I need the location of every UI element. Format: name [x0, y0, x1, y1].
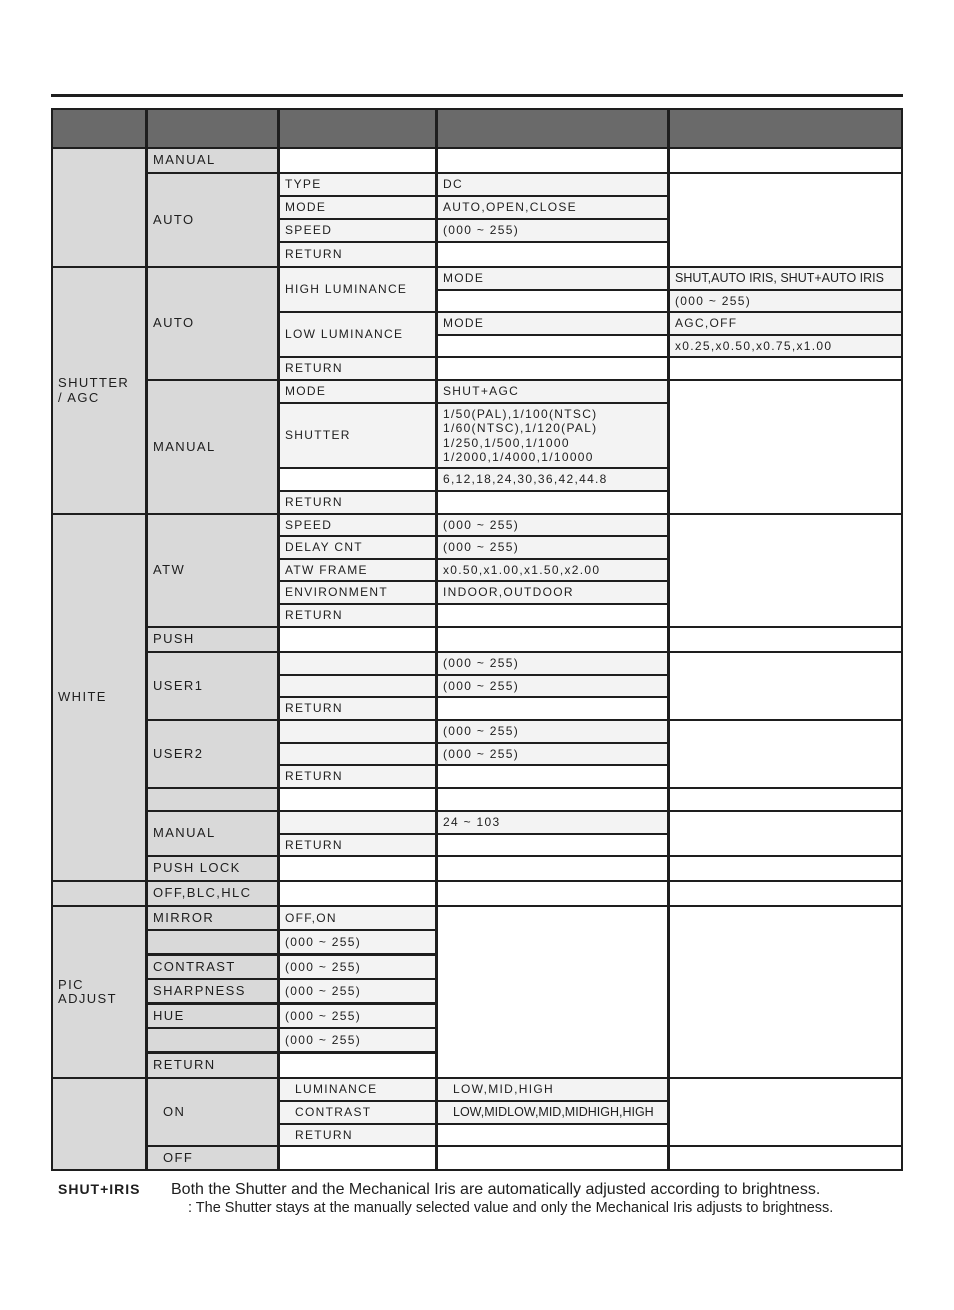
low-luminance-item: MODE [438, 313, 667, 334]
white-manual-value: 24 ~ 103 [438, 812, 667, 833]
white-blank-item [280, 789, 435, 810]
white-manual: MANUAL [148, 812, 277, 855]
atw-item: DELAY CNT [280, 537, 435, 558]
last-on: ON [148, 1079, 277, 1145]
header-cell-2 [148, 110, 277, 147]
category-iris [53, 149, 145, 266]
white-blank-row [148, 789, 277, 810]
shutter-manual: MANUAL [148, 381, 277, 513]
atw-value: x0.50,x1.00,x1.50,x2.00 [438, 560, 667, 580]
footnote-line-1: Both the Shutter and the Mechanical Iris are automatically adjusted according to brightness. [171, 1181, 821, 1198]
user2-item [280, 744, 435, 764]
shutter-auto-return-remark [670, 358, 901, 379]
white-push-value [438, 628, 667, 651]
white-manual-item [280, 812, 435, 833]
iris-auto-value: DC [438, 174, 667, 195]
last-on-value [438, 1125, 667, 1145]
iris-auto-value: (000 ~ 255) [438, 220, 667, 241]
backlight-remark [670, 882, 901, 905]
shutter-manual-item: RETURN [280, 492, 435, 513]
shutter-auto: AUTO [148, 268, 277, 379]
iris-auto-remark [670, 174, 901, 266]
white-user1: USER1 [148, 653, 277, 719]
white-atw: ATW [148, 515, 277, 626]
high-luminance-item [438, 291, 667, 311]
shutter-manual-value: SHUT+AGC [438, 381, 667, 402]
user2-item [280, 721, 435, 742]
last-off-remark [670, 1147, 901, 1169]
category-backlight [53, 882, 145, 905]
pic-adjust-item [148, 1029, 277, 1051]
header-cell-4 [438, 110, 667, 147]
shutter-manual-item [280, 469, 435, 490]
atw-item: ENVIRONMENT [280, 582, 435, 603]
last-on-value: LOW,MIDLOW,MID,MIDHIGH,HIGH [438, 1102, 667, 1123]
pic-adjust-value: (000 ~ 255) [280, 980, 435, 1002]
white-manual-value [438, 835, 667, 855]
high-luminance: HIGH LUMINANCE [280, 268, 435, 311]
atw-value: (000 ~ 255) [438, 537, 667, 558]
low-luminance-value: AGC,OFF [670, 313, 901, 334]
atw-value [438, 605, 667, 626]
low-luminance: LOW LUMINANCE [280, 313, 435, 356]
user2-remark [670, 721, 901, 787]
user2-value: (000 ~ 255) [438, 744, 667, 764]
user1-value: (000 ~ 255) [438, 653, 667, 674]
user2-value [438, 766, 667, 787]
last-on-remark [670, 1079, 901, 1145]
iris-auto-value [438, 243, 667, 266]
pic-adjust-value: (000 ~ 255) [280, 956, 435, 978]
white-push: PUSH [148, 628, 277, 651]
iris-manual-value [438, 149, 667, 172]
last-on-value: LOW,MID,HIGH [438, 1079, 667, 1100]
white-user2: USER2 [148, 721, 277, 787]
white-manual-item: RETURN [280, 835, 435, 855]
iris-auto-item: SPEED [280, 220, 435, 241]
user1-value [438, 698, 667, 719]
white-push-lock: PUSH LOCK [148, 857, 277, 880]
last-on-item: LUMINANCE [280, 1079, 435, 1100]
backlight-item [280, 882, 435, 905]
user1-item: RETURN [280, 698, 435, 719]
user1-value: (000 ~ 255) [438, 676, 667, 696]
atw-item: RETURN [280, 605, 435, 626]
iris-auto-value: AUTO,OPEN,CLOSE [438, 197, 667, 218]
footnote-term: SHUT+IRIS [58, 1181, 141, 1197]
pic-adjust-col4 [438, 907, 667, 1077]
header-cell-5 [670, 110, 901, 147]
white-push-item [280, 628, 435, 651]
iris-manual-item [280, 149, 435, 172]
shutter-manual-item: SHUTTER [280, 404, 435, 467]
push-lock-item [280, 857, 435, 880]
pic-adjust-value: OFF,ON [280, 907, 435, 929]
category-pic-adjust: PIC ADJUST [53, 907, 145, 1077]
shutter-speed-options: 1/50(PAL),1/100(NTSC) 1/60(NTSC),1/120(PAL) 1/250,1/500,1/1000 1/2000,1/4000,1/10000 [438, 404, 667, 467]
white-blank-remark [670, 789, 901, 810]
user1-item [280, 653, 435, 674]
atw-item: ATW FRAME [280, 560, 435, 580]
pic-adjust-item: SHARPNESS [148, 980, 277, 1002]
shutter-auto-return-value [438, 358, 667, 379]
backlight-value [438, 882, 667, 905]
category-white: WHITE [53, 515, 145, 880]
pic-adjust-value: (000 ~ 255) [280, 931, 435, 953]
shutter-manual-value: 6,12,18,24,30,36,42,44.8 [438, 469, 667, 490]
white-manual-remark [670, 812, 901, 855]
pic-adjust-value: (000 ~ 255) [280, 1005, 435, 1027]
category-last [53, 1079, 145, 1169]
push-lock-value [438, 857, 667, 880]
pic-adjust-item: RETURN [148, 1054, 277, 1077]
low-luminance-value: x0.25,x0.50,x0.75,x1.00 [670, 336, 901, 356]
high-luminance-value: SHUT,AUTO IRIS, SHUT+AUTO IRIS [670, 268, 901, 289]
pic-adjust-item: MIRROR [148, 907, 277, 929]
atw-value: INDOOR,OUTDOOR [438, 582, 667, 603]
shutter-manual-value [438, 492, 667, 513]
white-blank-value [438, 789, 667, 810]
header-cell-3 [280, 110, 435, 147]
high-luminance-value: (000 ~ 255) [670, 291, 901, 311]
shutter-manual-item: MODE [280, 381, 435, 402]
last-off-item [280, 1147, 435, 1169]
iris-manual: MANUAL [148, 149, 277, 172]
category-shutter-agc: SHUTTER / AGC [53, 268, 145, 513]
backlight-options: OFF,BLC,HLC [148, 882, 277, 905]
top-rule [51, 94, 903, 97]
header-cell-1 [53, 110, 145, 147]
pic-adjust-remark [670, 907, 901, 1077]
last-on-item: RETURN [280, 1125, 435, 1145]
iris-auto-item: TYPE [280, 174, 435, 195]
iris-auto-item: MODE [280, 197, 435, 218]
settings-menu-table [51, 108, 903, 1171]
shutter-auto-return: RETURN [280, 358, 435, 379]
user1-item [280, 676, 435, 696]
low-luminance-item [438, 336, 667, 356]
footnote-line-2: : The Shutter stays at the manually selected value and only the Mechanical Iris adjusts to brightness. [188, 1200, 834, 1216]
iris-auto-item: RETURN [280, 243, 435, 266]
user2-value: (000 ~ 255) [438, 721, 667, 742]
pic-adjust-item [148, 931, 277, 953]
push-lock-remark [670, 857, 901, 880]
shutter-manual-remark [670, 381, 901, 513]
last-off: OFF [148, 1147, 277, 1169]
user2-item: RETURN [280, 766, 435, 787]
pic-adjust-value [280, 1054, 435, 1077]
last-off-value [438, 1147, 667, 1169]
pic-adjust-item: HUE [148, 1005, 277, 1027]
iris-manual-remark [670, 149, 901, 172]
last-on-item: CONTRAST [280, 1102, 435, 1123]
user1-remark [670, 653, 901, 719]
pic-adjust-value: (000 ~ 255) [280, 1029, 435, 1051]
white-push-remark [670, 628, 901, 651]
pic-adjust-item: CONTRAST [148, 956, 277, 978]
atw-remark [670, 515, 901, 626]
iris-auto: AUTO [148, 174, 277, 266]
high-luminance-item: MODE [438, 268, 667, 289]
atw-value: (000 ~ 255) [438, 515, 667, 535]
atw-item: SPEED [280, 515, 435, 535]
